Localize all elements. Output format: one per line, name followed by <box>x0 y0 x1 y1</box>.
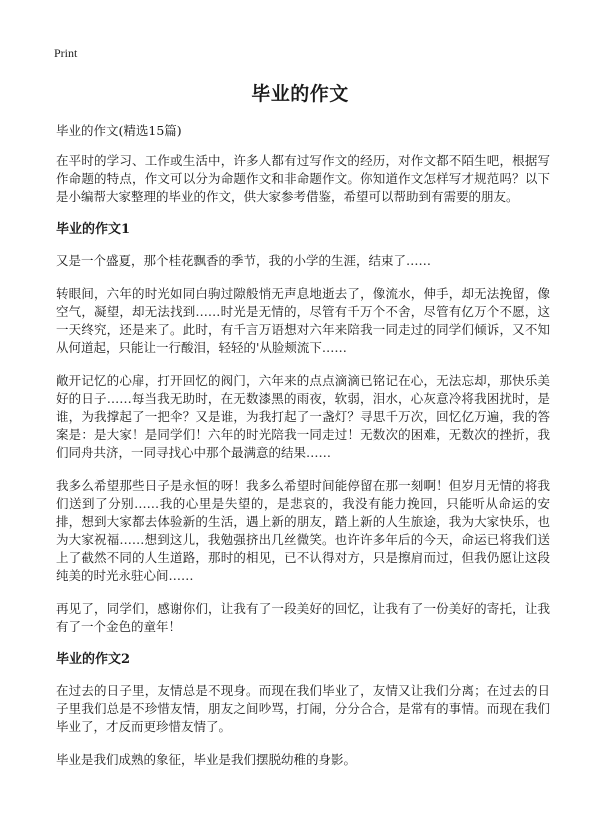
paragraph: 转眼间，六年的时光如同白驹过隙般悄无声息地逝去了，像流水，伸手，却无法挽留，像空气，凝望，却无法找到……时光是无情的，尽管有千万个不舍，尽管有亿万个不愿，这一天终究，还是来了。此时，有千言万语想对六年来陪我一同走过的同学们倾诉，又不知从何道起，只能让一行酸泪，轻轻的'从脸颊流下…… <box>56 286 550 355</box>
article-body <box>56 121 550 784</box>
document-title: 毕业的作文 <box>251 83 349 105</box>
section-heading: 毕业的作文1 <box>56 222 131 237</box>
paragraph: 毕业是我们成熟的象征，毕业是我们摆脱幼稚的身影。 <box>56 752 357 767</box>
print-link[interactable]: Print <box>54 46 78 60</box>
article-subtitle: 毕业的作文(精选15篇) <box>56 123 182 138</box>
paragraph: 再见了，同学们，感谢你们，让我有了一段美好的回忆，让我有了一份美好的寄托，让我有了一个金色的童年！ <box>56 601 550 634</box>
paragraph: 敞开记忆的心扉，打开回忆的阀门，六年来的点点滴滴已铭记在心，无法忘却，那快乐美好的日子……每当我无助时，在无数漆黑的雨夜，软弱，泪水，心灰意冷将我困扰时，是谁，为我撑起了一把伞？又是谁，为我打起了一盏灯？寻思千万次，回忆亿万遍，我的答案是：是大家！是同学们！六年的时光陪我一同走过！无数次的困难，无数次的挫折，我们同舟共济，一同寻找心中那个最满意的结果…… <box>56 373 550 460</box>
paragraph: 又是一个盛夏，那个桂花飘香的季节，我的小学的生涯，结束了…… <box>56 253 432 268</box>
intro-paragraph: 在平时的学习、工作或生活中，许多人都有过写作文的经历，对作文都不陌生吧，根据写作命题的特点，作文可以分为命题作文和非命题作文。你知道作文怎样写才规范吗？以下是小编帮大家整理的毕业的作文，供大家参考借鉴，希望可以帮助到有需要的朋友。 <box>56 153 550 204</box>
paragraph: 在过去的日子里，友情总是不现身。而现在我们毕业了，友情又让我们分离；在过去的日子里我们总是不珍惜友情，朋友之间吵骂，打闹，分分合合，是常有的事情。而现在我们毕业了，才反而更珍惜友情了。 <box>56 683 550 734</box>
paragraph: 我多么希望那些日子是永恒的呀！我多么希望时间能停留在那一刻啊！但岁月无情的将我们送到了分别……我的心里是失望的，是悲哀的，我没有能力挽回，只能听从命运的安排，想到大家都去体验新的生活，遇上新的朋友，踏上新的人生旅途，我为大家快乐，也为大家祝福……想到这儿，我勉强挤出几丝微笑。也许许多年后的今天，命运已将我们送上了截然不同的人生道路，那时的相见，已不认得对方，只是擦肩而过，但我仍愿让这段纯美的时光永驻心间…… <box>56 478 550 583</box>
section-heading: 毕业的作文2 <box>56 652 131 667</box>
